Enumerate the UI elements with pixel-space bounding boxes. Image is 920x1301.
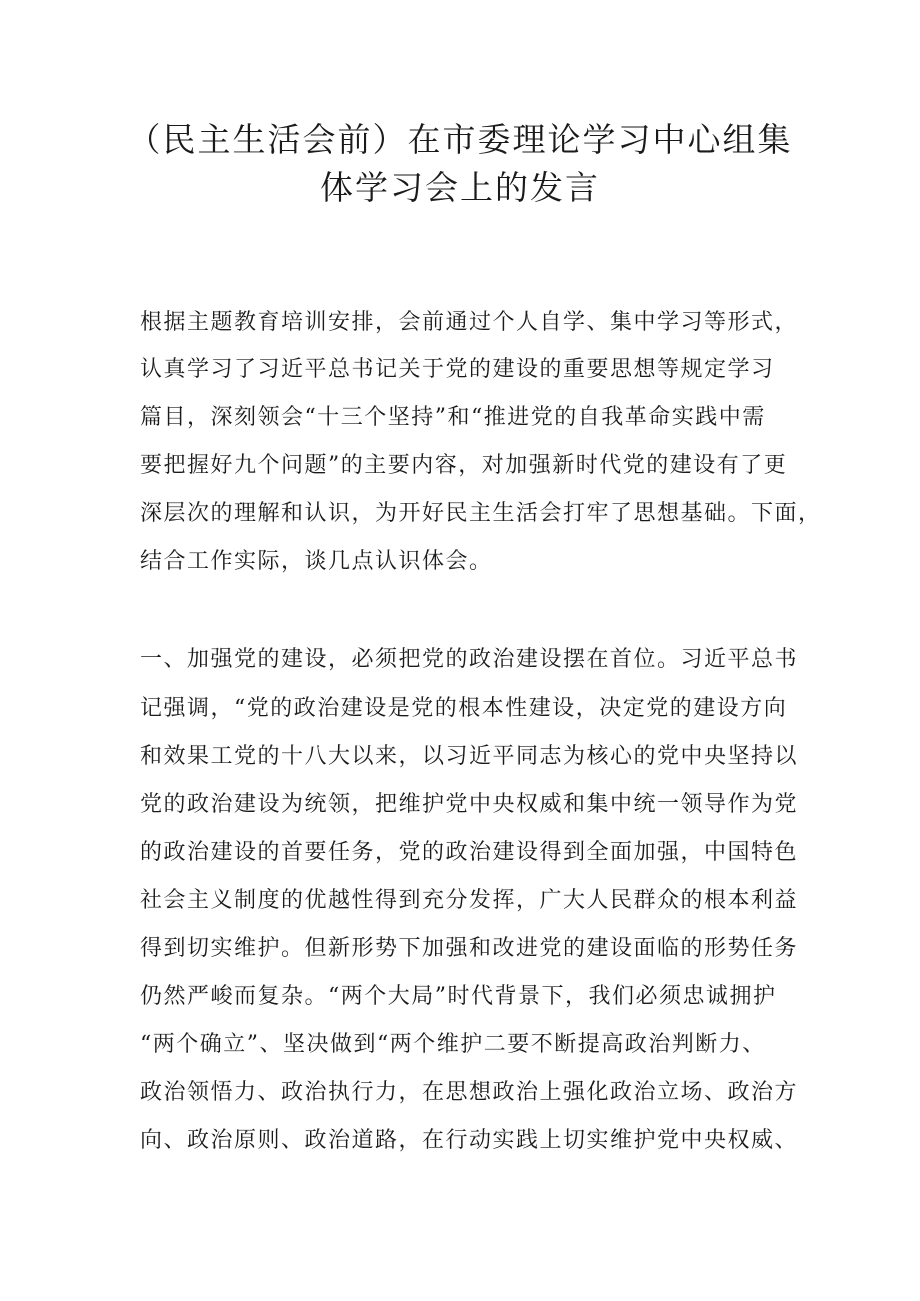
- paragraph-line: 政治领悟力、政治执行力，在思想政治上强化政治立场、政治方: [140, 1080, 799, 1105]
- paragraph-line: 党的政治建设为统领，把维护党中央权威和集中统一领导作为党: [140, 792, 799, 817]
- paragraph-line: 根据主题教育培训安排，会前通过个人自学、集中学习等形式，: [140, 310, 799, 335]
- paragraph-line: 得到切实维护。但新形势下加强和改进党的建设面临的形势任务: [140, 936, 799, 961]
- paragraph-line: 认真学习了习近平总书记关于党的建设的重要思想等规定学习: [140, 357, 775, 382]
- paragraph-line: 篇目，深刻领会“十三个坚持”和“推进党的自我革命实践中需: [140, 405, 766, 430]
- paragraph-line: 要把握好九个问题”的主要内容，对加强新时代党的建设有了更: [140, 453, 788, 478]
- paragraph-line: 向、政治原则、政治道路，在行动实践上切实维护党中央权威、: [140, 1128, 799, 1153]
- paragraph-line: 社会主义制度的优越性得到充分发挥，广大人民群众的根本利益: [140, 888, 799, 913]
- paragraph-line: 和效果工党的十八大以来，以习近平同志为核心的党中央坚持以: [140, 744, 799, 769]
- paragraph-line: 结合工作实际，谈几点认识体会。: [140, 549, 493, 574]
- paragraph-line: 的政治建设的首要任务，党的政治建设得到全面加强，中国特色: [140, 840, 799, 865]
- document-title-line-1: （民主生活会前）在市委理论学习中心组集: [127, 120, 793, 159]
- paragraph-line: 仍然严峻而复杂。“两个大局”时代背景下，我们必须忠诚拥护: [140, 984, 777, 1009]
- paragraph-line: “两个确立”、坚决做到“两个维护二要不断提高政治判断力、: [140, 1032, 766, 1057]
- document-title-line-2: 体学习会上的发言: [320, 168, 600, 207]
- paragraph-line: 深层次的理解和认识，为开好民主生活会打牢了思想基础。下面，: [140, 501, 822, 526]
- paragraph-line: 记强调，“党的政治建设是党的根本性建设，决定党的建设方向: [140, 696, 788, 721]
- paragraph-line: 一、加强党的建设，必须把党的政治建设摆在首位。习近平总书: [140, 647, 799, 672]
